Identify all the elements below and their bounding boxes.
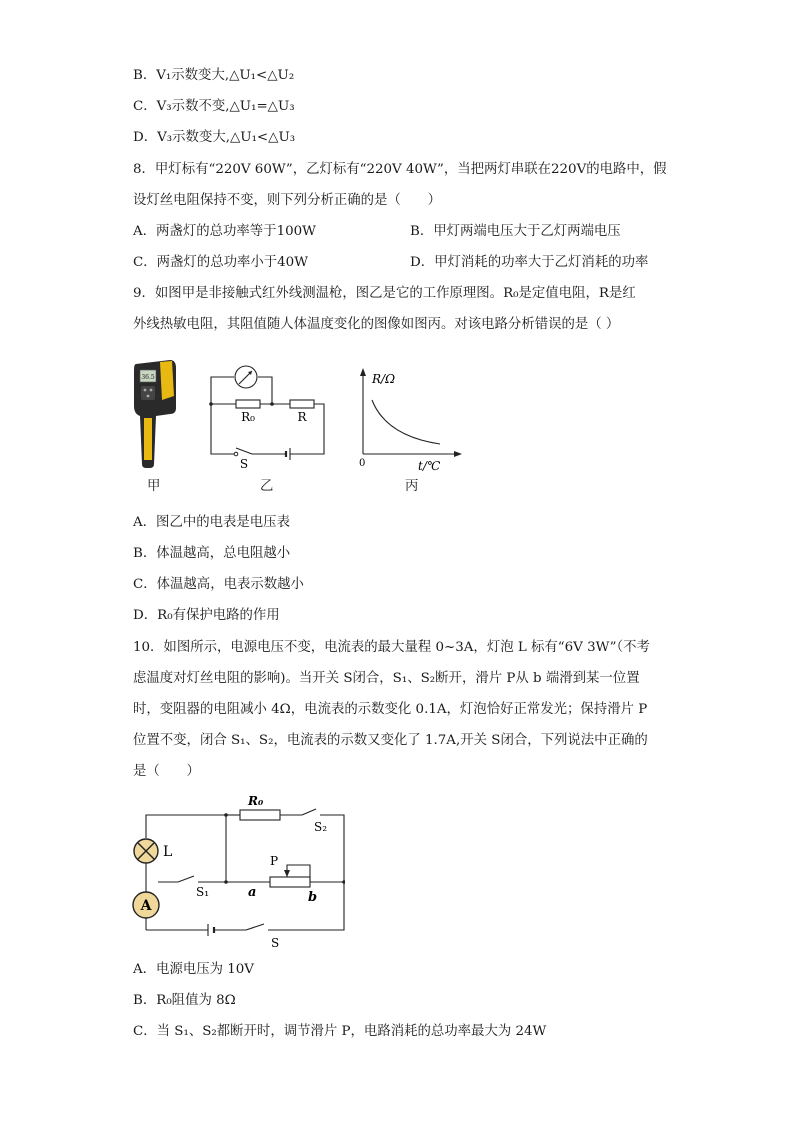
q10-stem-line4: 位置不变，闭合 S₁、S₂，电流表的示数又变化了 1.7A,开关 S闭合，下列说法中正确的 xyxy=(133,733,648,748)
q10-a-end-label: a xyxy=(248,885,257,900)
q10-option-a: A．电源电压为 10V xyxy=(133,962,254,977)
q9-stem-line1: 9．如图甲是非接触式红外线测温枪，图乙是它的工作原理图。R₀是定值电阻，R是红 xyxy=(133,286,636,301)
q9-circuit-figure xyxy=(206,362,330,474)
q8-stem-line2: 设灯丝电阻保持不变，则下列分析正确的是（ ） xyxy=(133,193,441,208)
q8-stem-line1: 8．甲灯标有“220V 60W”，乙灯标有“220V 40W”，当把两灯串联在220V的电路中，假 xyxy=(133,162,667,177)
q9-r0-label: R₀ xyxy=(241,410,255,424)
gun-display-text: 36.5 xyxy=(141,374,155,381)
q9-option-b: B．体温越高，总电阻越小 xyxy=(133,546,291,561)
q10-option-c: C．当 S₁、S₂都断开时，调节滑片 P，电路消耗的总功率最大为 24W xyxy=(133,1024,547,1039)
graph-x-label: t/℃ xyxy=(418,459,441,472)
q9-r-label: R xyxy=(297,410,307,424)
q10-s-label: S xyxy=(271,936,280,950)
caption-jia: 甲 xyxy=(147,479,161,494)
q10-stem-line3: 时，变阻器的电阻减小 4Ω，电流表的示数变化 0.1A，灯泡恰好正常发光；保持滑片 P xyxy=(133,702,648,717)
q8-option-d: D．甲灯消耗的功率大于乙灯消耗的功率 xyxy=(410,255,649,270)
q9-switch-label: S xyxy=(239,457,249,471)
q7-option-c: C．V₃示数不变,△U₁=△U₃ xyxy=(133,99,295,114)
q10-b-end-label: b xyxy=(308,890,318,905)
q9-rt-graph xyxy=(356,366,466,472)
q8-option-b: B．甲灯两端电压大于乙灯两端电压 xyxy=(410,224,621,239)
q10-circuit-figure xyxy=(130,795,345,950)
q9-stem-line2: 外线热敏电阻，其阻值随人体温度变化的图像如图丙。对该电路分析错误的是（ ） xyxy=(133,317,620,332)
q9-option-d: D．R₀有保护电路的作用 xyxy=(133,608,280,623)
q10-s2-label: S₂ xyxy=(314,820,328,834)
q10-stem-line5: 是（ ） xyxy=(133,764,200,779)
graph-y-label: R/Ω xyxy=(372,372,396,386)
q10-stem-line1: 10．如图所示，电源电压不变，电流表的最大量程 0~3A，灯泡 L 标有“6V 3W”（不考 xyxy=(133,640,650,655)
q9-option-c: C．体温越高，电表示数越小 xyxy=(133,577,304,592)
caption-yi: 乙 xyxy=(260,479,274,494)
q9-option-a: A．图乙中的电表是电压表 xyxy=(133,515,290,530)
q10-r0-label: R₀ xyxy=(248,795,264,808)
q8-option-a: A．两盏灯的总功率等于100W xyxy=(133,224,316,239)
ammeter-label: A xyxy=(140,898,152,914)
q10-s1-label: S₁ xyxy=(196,885,210,899)
q10-stem-line2: 虑温度对灯丝电阻的影响)。当开关 S闭合，S₁、S₂断开，滑片 P从 b 端滑到某一位置 xyxy=(133,671,640,686)
caption-bing: 丙 xyxy=(405,479,419,494)
q8-option-c: C．两盏灯的总功率小于40W xyxy=(133,255,308,270)
q7-option-d: D．V₃示数变大,△U₁<△U₃ xyxy=(133,130,296,145)
q7-option-b: B．V₁示数变大,△U₁<△U₂ xyxy=(133,68,295,83)
q10-slider-label: P xyxy=(270,854,279,868)
graph-origin-label: 0 xyxy=(359,458,366,469)
q10-option-b: B．R₀阻值为 8Ω xyxy=(133,993,236,1008)
thermometer-gun-figure xyxy=(130,356,180,468)
q10-lamp-label: L xyxy=(163,844,173,860)
